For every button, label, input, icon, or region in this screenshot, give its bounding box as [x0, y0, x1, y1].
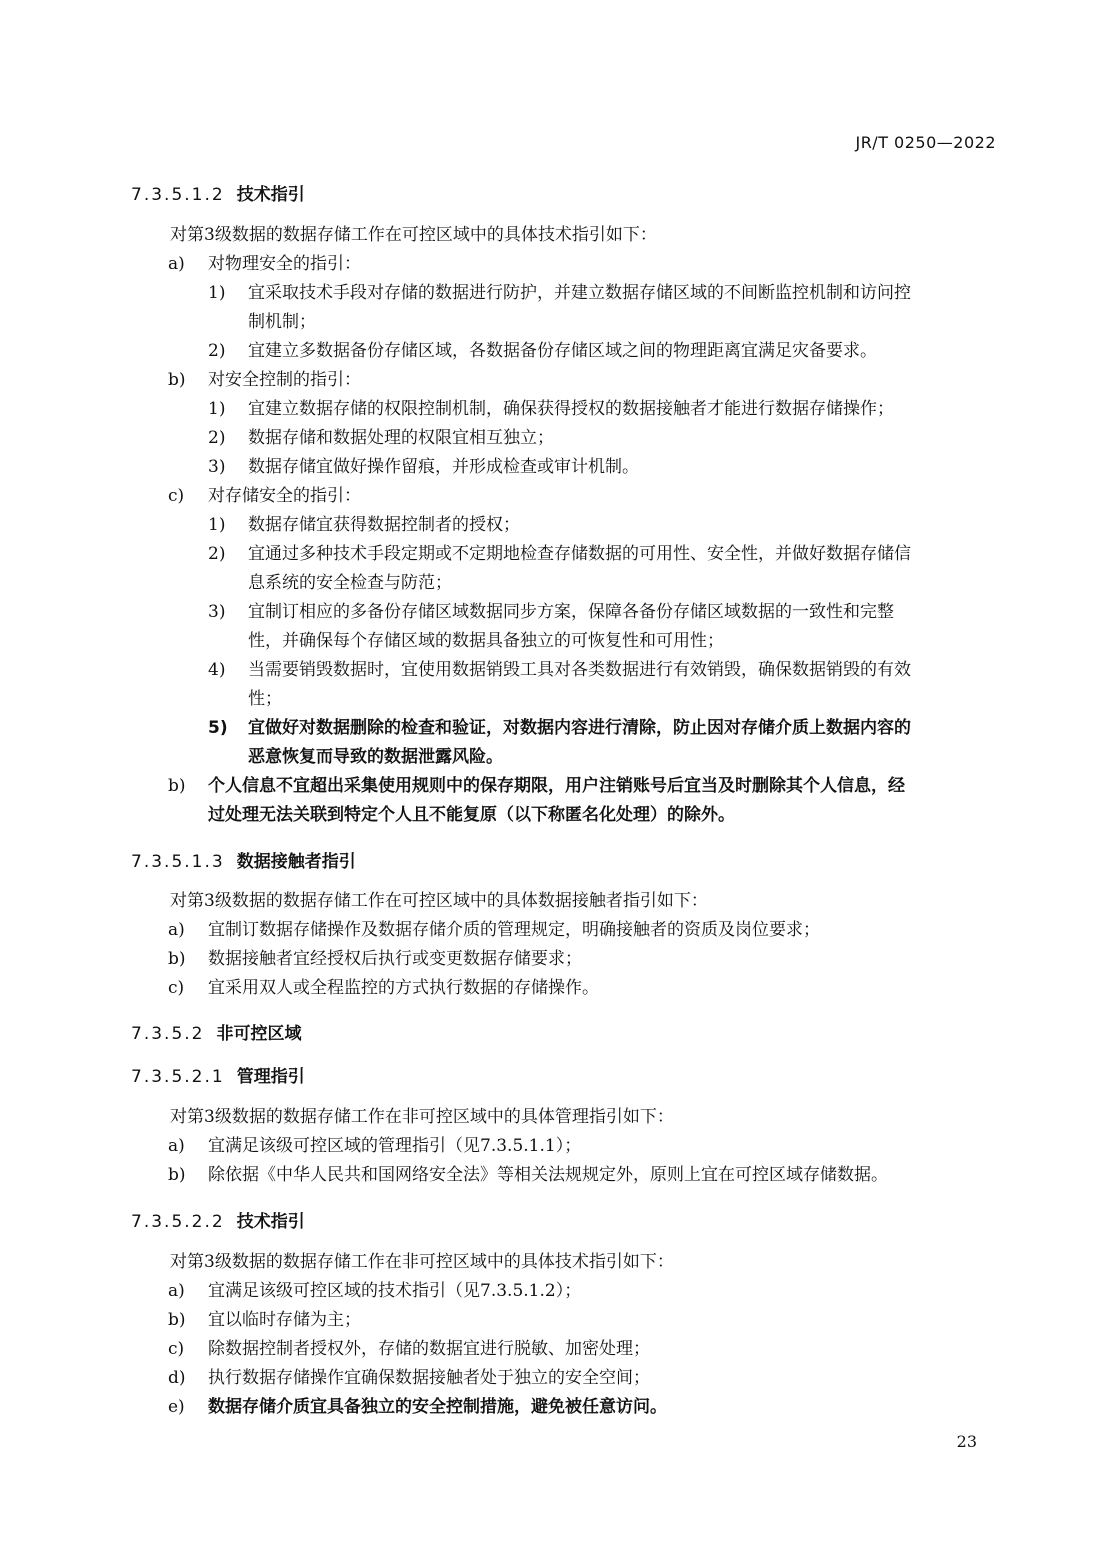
section-title: 数据接触者指引 [236, 852, 356, 872]
section-title: 技术指引 [236, 185, 305, 205]
standard-code: JR/T 0250—2022 [855, 133, 996, 152]
section-intro: 对第3级数据的数据存储工作在可控区域中的具体数据接触者指引如下： [170, 891, 708, 911]
sub-list-item: 宜通过多种技术手段定期或不定期地检查存储数据的可用性、安全性，并做好数据存储信 [248, 544, 911, 564]
list-marker: a) [168, 920, 185, 940]
section-title: 技术指引 [236, 1212, 305, 1232]
list-item: 宜以临时存储为主； [208, 1310, 361, 1330]
list-marker: b) [168, 776, 186, 796]
section-intro: 对第3级数据的数据存储工作在非可控区域中的具体管理指引如下： [170, 1107, 674, 1127]
list-marker: c) [168, 486, 185, 506]
list-item: 对存储安全的指引： [208, 486, 361, 506]
list-item: 宜满足该级可控区域的管理指引（见7.3.5.1.1）； [208, 1136, 582, 1156]
section-heading-7-3-5-2-2 [131, 1207, 305, 1232]
list-item: 个人信息不宜超出采集使用规则中的保存期限，用户注销账号后宜当及时删除其个人信息，经 [208, 776, 905, 796]
section-title: 管理指引 [236, 1067, 305, 1087]
list-marker: d) [168, 1368, 186, 1388]
sub-list-item: 数据存储和数据处理的权限宜相互独立； [248, 428, 554, 448]
list-marker: a) [168, 254, 185, 274]
section-heading-7-3-5-2-1 [131, 1062, 305, 1087]
sub-list-item: 数据存储宜获得数据控制者的授权； [248, 515, 520, 535]
section-number: 7.3.5.2 [131, 1024, 205, 1044]
list-item: 数据存储介质宜具备独立的安全控制措施，避免被任意访问。 [208, 1397, 667, 1417]
sub-list-marker: 2) [208, 341, 226, 361]
sub-list-marker: 2) [208, 428, 226, 448]
sub-list-item-continued: 制机制； [248, 312, 316, 332]
list-marker: c) [168, 978, 185, 998]
sub-list-item-continued: 性，并确保每个存储区域的数据具备独立的可恢复性和可用性； [248, 631, 724, 651]
sub-list-marker: 1) [208, 515, 226, 535]
sub-list-marker: 3) [208, 602, 226, 622]
list-item: 宜采用双人或全程监控的方式执行数据的存储操作。 [208, 978, 599, 998]
section-number: 7.3.5.1.3 [131, 852, 225, 872]
list-marker: b) [168, 370, 186, 390]
list-item: 执行数据存储操作宜确保数据接触者处于独立的安全空间； [208, 1368, 650, 1388]
section-heading-7-3-5-1-3 [131, 847, 356, 872]
section-intro: 对第3级数据的数据存储工作在非可控区域中的具体技术指引如下： [170, 1252, 674, 1272]
section-intro: 对第3级数据的数据存储工作在可控区域中的具体技术指引如下： [170, 225, 657, 245]
sub-list-item: 当需要销毁数据时，宜使用数据销毁工具对各类数据进行有效销毁，确保数据销毁的有效 [248, 660, 911, 680]
list-item: 宜满足该级可控区域的技术指引（见7.3.5.1.2）； [208, 1281, 582, 1301]
section-title: 非可控区域 [216, 1024, 302, 1044]
sub-list-item: 宜建立数据存储的权限控制机制，确保获得授权的数据接触者才能进行数据存储操作； [248, 399, 894, 419]
sub-list-item-continued: 恶意恢复而导致的数据泄露风险。 [248, 747, 503, 767]
list-item: 对安全控制的指引： [208, 370, 361, 390]
list-item: 除数据控制者授权外，存储的数据宜进行脱敏、加密处理； [208, 1339, 650, 1359]
sub-list-item: 宜建立多数据备份存储区域，各数据备份存储区域之间的物理距离宜满足灾备要求。 [248, 341, 877, 361]
sub-list-marker: 4) [208, 660, 226, 680]
sub-list-item-continued: 性； [248, 689, 282, 709]
page-number: 23 [956, 1432, 977, 1451]
list-marker: c) [168, 1339, 185, 1359]
section-number: 7.3.5.2.1 [131, 1067, 225, 1087]
list-item-continued: 过处理无法关联到特定个人且不能复原（以下称匿名化处理）的除外。 [208, 805, 735, 825]
list-marker: a) [168, 1136, 185, 1156]
list-item: 对物理安全的指引： [208, 254, 361, 274]
section-number: 7.3.5.2.2 [131, 1212, 225, 1232]
section-heading-7-3-5-2 [131, 1019, 301, 1044]
list-marker: b) [168, 1165, 186, 1185]
list-marker: a) [168, 1281, 185, 1301]
list-marker: b) [168, 949, 186, 969]
list-item: 宜制订数据存储操作及数据存储介质的管理规定，明确接触者的资质及岗位要求； [208, 920, 820, 940]
sub-list-item: 宜制订相应的多备份存储区域数据同步方案，保障各备份存储区域数据的一致性和完整 [248, 602, 894, 622]
section-heading-7-3-5-1-2 [131, 180, 305, 205]
sub-list-marker: 2) [208, 544, 226, 564]
sub-list-marker: 3) [208, 457, 226, 477]
sub-list-marker: 5) [208, 718, 228, 738]
sub-list-item: 宜采取技术手段对存储的数据进行防护，并建立数据存储区域的不间断监控机制和访问控 [248, 283, 911, 303]
sub-list-item: 数据存储宜做好操作留痕，并形成检查或审计机制。 [248, 457, 639, 477]
sub-list-item: 宜做好对数据删除的检查和验证，对数据内容进行清除，防止因对存储介质上数据内容的 [248, 718, 911, 738]
sub-list-marker: 1) [208, 399, 226, 419]
sub-list-marker: 1) [208, 283, 226, 303]
section-number: 7.3.5.1.2 [131, 185, 225, 205]
sub-list-item-continued: 息系统的安全检查与防范； [248, 573, 452, 593]
list-marker: b) [168, 1310, 186, 1330]
list-item: 除依据《中华人民共和国网络安全法》等相关法规规定外，原则上宜在可控区域存储数据。 [208, 1165, 888, 1185]
list-item: 数据接触者宜经授权后执行或变更数据存储要求； [208, 949, 582, 969]
list-marker: e) [168, 1397, 185, 1417]
